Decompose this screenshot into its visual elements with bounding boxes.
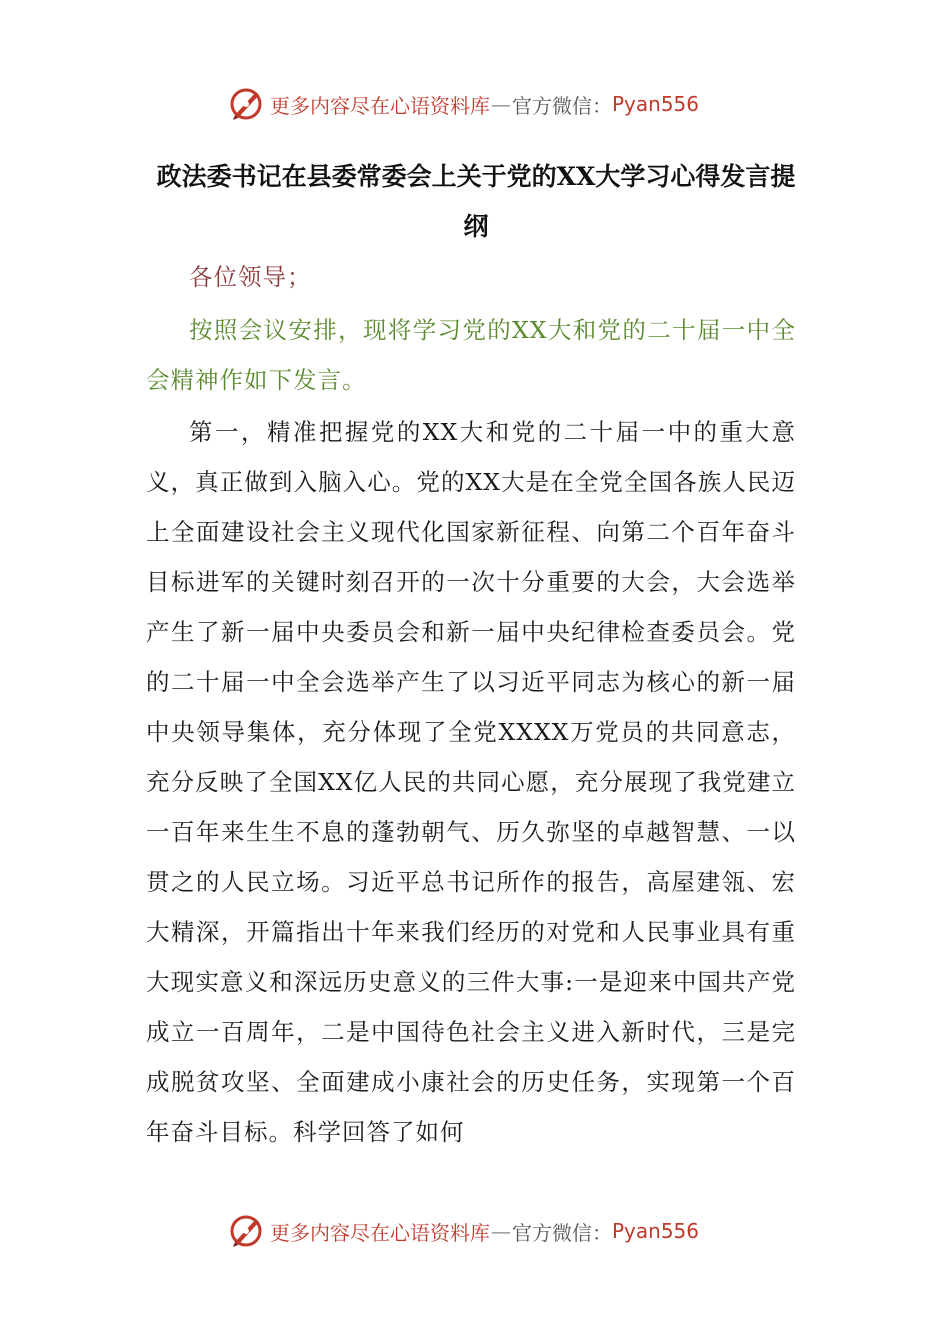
banner-dash: — — [491, 92, 511, 116]
pen-circle-logo-icon — [226, 84, 266, 124]
body-paragraph: 第一，精准把握党的XX大和党的二十届一中的重大意义，真正做到入脑入心。党的XX大是在全党全国各族人民迈上全面建设社会主义现代化国家新征程、向第二个百年奋斗目标进军的关键时刻召开的一次十分重要的大会，大会选举产生了新一届中央委员会和新一届中央纪律检查委员会。党的二十届一中全会选举产生了以习近平同志为核心的新一届中央领导集体，充分体现了全党XXXX万党员的共同意志，充分反映了全国XX亿人民的共同心愿，充分展现了我党建立一百年来生生不息的蓬勃朝气、历久弥坚的卓越智慧、一以贯之的人民立场。习近平总书记所作的报告，高屋建瓴、宏大精深，开篇指出十年来我们经历的对党和人民事业具有重大现实意义和深远历史意义的三件大事:一是迎来中国共产党成立一百周年，二是中国待色社会主义进入新时代，三是完成脱贫攻坚、全面建成小康社会的历史任务，实现第一个百年奋斗目标。科学回答了如何 — [146, 418, 796, 1146]
salutation: 各位领导； — [189, 263, 312, 291]
banner-wechat-label: 官方微信： — [512, 93, 612, 118]
header-watermark-banner — [226, 82, 699, 126]
banner-wechat-id: Pyan556 — [612, 92, 700, 116]
banner-text: 更多内容尽在心语资料库 — [270, 93, 490, 118]
intro-paragraph: 按照会议安排，现将学习党的XX大和党的二十届一中全会精神作如下发言。 — [146, 316, 796, 394]
footer-watermark-banner — [226, 1209, 699, 1253]
pen-circle-logo-icon — [226, 1211, 266, 1251]
banner-dash: — — [491, 1219, 511, 1243]
banner-wechat-label: 官方微信： — [512, 1220, 612, 1245]
banner-wechat-id: Pyan556 — [612, 1219, 700, 1243]
document-title: 政法委书记在县委常委会上关于党的XX大学习心得发言提纲 — [156, 162, 796, 241]
banner-text: 更多内容尽在心语资料库 — [270, 1220, 490, 1245]
